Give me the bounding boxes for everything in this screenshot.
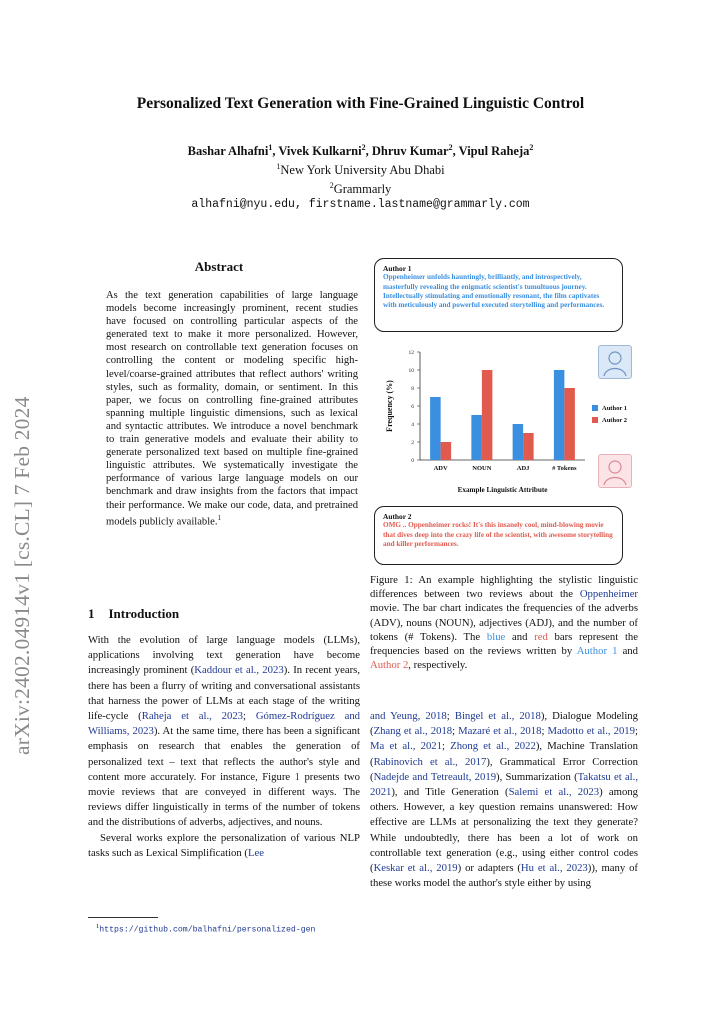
affiliation-marker: 1 — [276, 162, 281, 172]
author1-label: Author 1 — [383, 264, 412, 273]
paragraph: Several works explore the personalization of various NLP tasks such as Lexical Simplification (Lee — [88, 831, 360, 859]
author-name: Bashar Alhafni — [187, 144, 269, 159]
bar-author-1 — [513, 424, 524, 460]
bar-author-2 — [441, 442, 452, 460]
citation-link[interactable]: Mazaré et al., 2018 — [458, 725, 542, 738]
citation-link[interactable]: Madotto et al., 2019 — [547, 725, 635, 738]
x-tick-label: ADV — [433, 465, 448, 472]
citation-link[interactable]: Hu et al., 2023 — [520, 862, 588, 875]
affiliation-marker: 2 — [329, 181, 334, 191]
abstract-text: As the text generation capabilities of large language models become increasingly prominent, recent studies have focused on controlling particular aspects of the generated text to make it more personalized. However, most research on controllable text generation focuses on controlling the content or modeling specific high-level/coarse-grained attributes that reflect authors' writing styles, such as formality, domain, or sentiment. In this paper, we focus on controlling fine-grained attributes spanning multiple linguistic dimensions, such as lexical and syntactic attributes. We introduce a novel benchmark to train generative models and evaluate their ability to generate personalized text based on multiple fine-grained linguistic attributes. We systematically investigate the performance of various large language models on our benchmark and draw insights from the factors that impact their performance. We make our code, data, and pretrained models publicly available. — [106, 290, 358, 528]
citation-link[interactable]: Bingel et al., 2018 — [454, 710, 541, 722]
y-tick-label: 8 — [411, 386, 414, 392]
citation-link[interactable]: Salemi et al., 2023 — [508, 786, 600, 799]
introduction-right-column — [370, 709, 638, 891]
citation-link[interactable]: Gómez-Rodríguez and Williams, 2023 — [88, 710, 361, 738]
citation-link[interactable]: Kaddour et al., 2023 — [194, 664, 284, 677]
affiliation-marker: 2 — [529, 143, 534, 152]
author-names: Bashar Alhafni$^1$, Vivek Kulkarni$^2$, Dhruv Kumar$^2$, Vipul Raheja$^2$ — [187, 143, 534, 159]
bar-author-1 — [430, 397, 441, 460]
x-tick-label: NOUN — [472, 465, 492, 472]
footnote-url-link[interactable]: https://github.com/balhafni/personalized-gen — [99, 925, 316, 935]
citation-link[interactable]: Oppenheimer — [579, 588, 638, 601]
bar-author-2 — [523, 433, 534, 460]
affiliation-name: Grammarly — [333, 182, 392, 197]
author-emails: alhafni@nyu.edu, firstname.lastname@grammarly.com — [191, 198, 530, 212]
x-tick-label: ADJ — [516, 465, 530, 472]
citation-link[interactable]: and Yeung, 2018 — [370, 710, 447, 722]
citation-link[interactable]: Raheja et al., 2023 — [141, 710, 244, 723]
person-icon — [599, 346, 631, 378]
section-heading-introduction — [88, 606, 179, 622]
author2-review-bubble — [374, 506, 623, 565]
legend-swatch — [592, 417, 598, 423]
figure-caption: Figure 1: An example highlighting the stylistic linguistic differences between two reviews about the Oppenheimer movie. The bar chart indicates the frequencies of the adverbs (ADV), nouns (NOUN), adjectives (ADJ), and the number of tokens (# Tokens). The blue and red bars represent the frequencies based on the reviews written by Author 1 and Author 2, respectively. — [370, 574, 639, 672]
citation-link[interactable]: Lee — [247, 846, 264, 859]
x-tick-label: # Tokens — [552, 465, 577, 472]
author2-ref: Author 2 — [370, 659, 409, 672]
y-tick-label: 10 — [408, 368, 414, 374]
affiliation-2 — [0, 178, 721, 197]
author2-avatar — [598, 454, 632, 488]
abstract-body — [106, 289, 358, 528]
citation-link[interactable]: Keskar et al., 2019 — [373, 862, 458, 875]
author1-ref: Author 1 — [576, 645, 618, 658]
bar-author-2 — [564, 388, 575, 460]
citation-link[interactable]: Zhang et al., 2018 — [373, 725, 453, 738]
affiliation-marker: 2 — [448, 143, 453, 152]
legend-label: Author 2 — [602, 417, 627, 424]
y-axis-title: Frequency (%) — [385, 380, 394, 432]
author-name: Dhruv Kumar — [371, 144, 449, 159]
person-icon — [599, 455, 631, 487]
footnote-marker: 1 — [96, 923, 100, 930]
arxiv-identifier-stamp: arXiv:2402.04914v1 [cs.CL] 7 Feb 2024 — [10, 396, 34, 755]
author-name: Vipul Raheja — [458, 144, 530, 159]
introduction-left-column — [88, 633, 360, 861]
affiliation-1 — [0, 159, 721, 178]
affiliation-name: New York University Abu Dhabi — [280, 163, 445, 178]
author-name: Vivek Kulkarni — [278, 144, 362, 159]
bar-author-1 — [471, 415, 482, 460]
bar-author-2 — [482, 370, 493, 460]
red-color-word: red — [534, 630, 548, 643]
citation-link[interactable]: Takatsu et al., 2021 — [370, 770, 638, 799]
blue-color-word: blue — [486, 630, 506, 643]
citation-link[interactable]: Ma et al., 2021 — [370, 740, 442, 753]
y-tick-label: 6 — [411, 404, 414, 410]
citation-link[interactable]: Zhong et al., 2022 — [450, 740, 536, 753]
legend-label: Author 1 — [602, 405, 627, 412]
y-tick-label: 12 — [408, 350, 414, 356]
x-axis-title: Example Linguistic Attribute — [457, 486, 548, 494]
author2-label: Author 2 — [383, 512, 412, 521]
footnote-marker[interactable]: 1 — [217, 513, 221, 522]
author1-avatar — [598, 345, 632, 379]
section-title: Introduction — [108, 606, 180, 621]
citation-link[interactable]: Nadejde and Tetreault, 2019 — [373, 770, 497, 783]
legend-swatch — [592, 405, 598, 411]
author-block — [0, 140, 721, 213]
y-tick-label: 2 — [411, 440, 414, 446]
author2-review-text: OMG .. Oppenheimer rocks! It's this insanely cool, mind-blowing movie that dives deep into the crazy life of the scientist, with awesome storytelling and killer performances. — [383, 521, 613, 548]
footnote — [96, 923, 315, 935]
figure-ref-link[interactable]: 1 — [294, 770, 300, 783]
section-number: 1 — [88, 606, 95, 621]
y-tick-label: 0 — [411, 458, 414, 464]
paper-title: Personalized Text Generation with Fine-Grained Linguistic Control — [136, 95, 585, 112]
footnote-divider — [88, 917, 158, 918]
abstract-heading: Abstract — [194, 259, 244, 274]
bar-author-1 — [554, 370, 565, 460]
author1-review-text: Oppenheimer unfolds hauntingly, brilliantly, and introspectively, masterfully revealing the enigmatic scientist's tumultuous journey. Intellectually stimulating and emotionally resonant, the film captivates with meticulously and powerful executed storytelling and performances. — [383, 273, 605, 310]
paragraph: With the evolution of large language models (LLMs), applications involving text generation have become increasingly prominent (Kaddour et al., 2023). In recent years, there has been a flurry of writing and conversational assistants that harness the power of LLMs at each stage of the writing life-cycle (Raheja et al., 2023; Gómez-Rodríguez and Williams, 2023). At the same time, there has been a significant emphasis on research that enables the generation of personalized text – text that reflects the author's style and content more accurately. For instance, Figure 1 presents two movie reviews that are conveyed in different ways. The reviews differ linguistically in terms of the number of tokens and the distributions of adverbs, adjectives, and nouns. — [88, 634, 361, 829]
y-tick-label: 4 — [411, 422, 414, 428]
citation-link[interactable]: Rabinovich et al., 2017 — [373, 755, 487, 768]
affiliation-marker: 2 — [361, 143, 366, 152]
paragraph: and Yeung, 2018; Bingel et al., 2018), Dialogue Modeling (Zhang et al., 2018; Mazaré et al., 2018; Madotto et al., 2019; Ma et al., 2021; Zhong et al., 2022), Machine Translation (Rabinovich et al., 2017), Grammatical Error Correction (Nadejde and Tetreault, 2019), Summarization (Takatsu et al., 2021), and Title Generation (Salemi et al., 2023) among others. However, a key question remains unanswered: How effective are LLMs at personalizing the text they generate? While undoubtedly, there has been a lot of work on controllable text generation (e.g., using either control codes (Keskar et al., 2019) or adapters (Hu et al., 2023)), many of these works model the author's style either by using — [370, 710, 639, 890]
affiliation-marker: 1 — [268, 143, 273, 152]
